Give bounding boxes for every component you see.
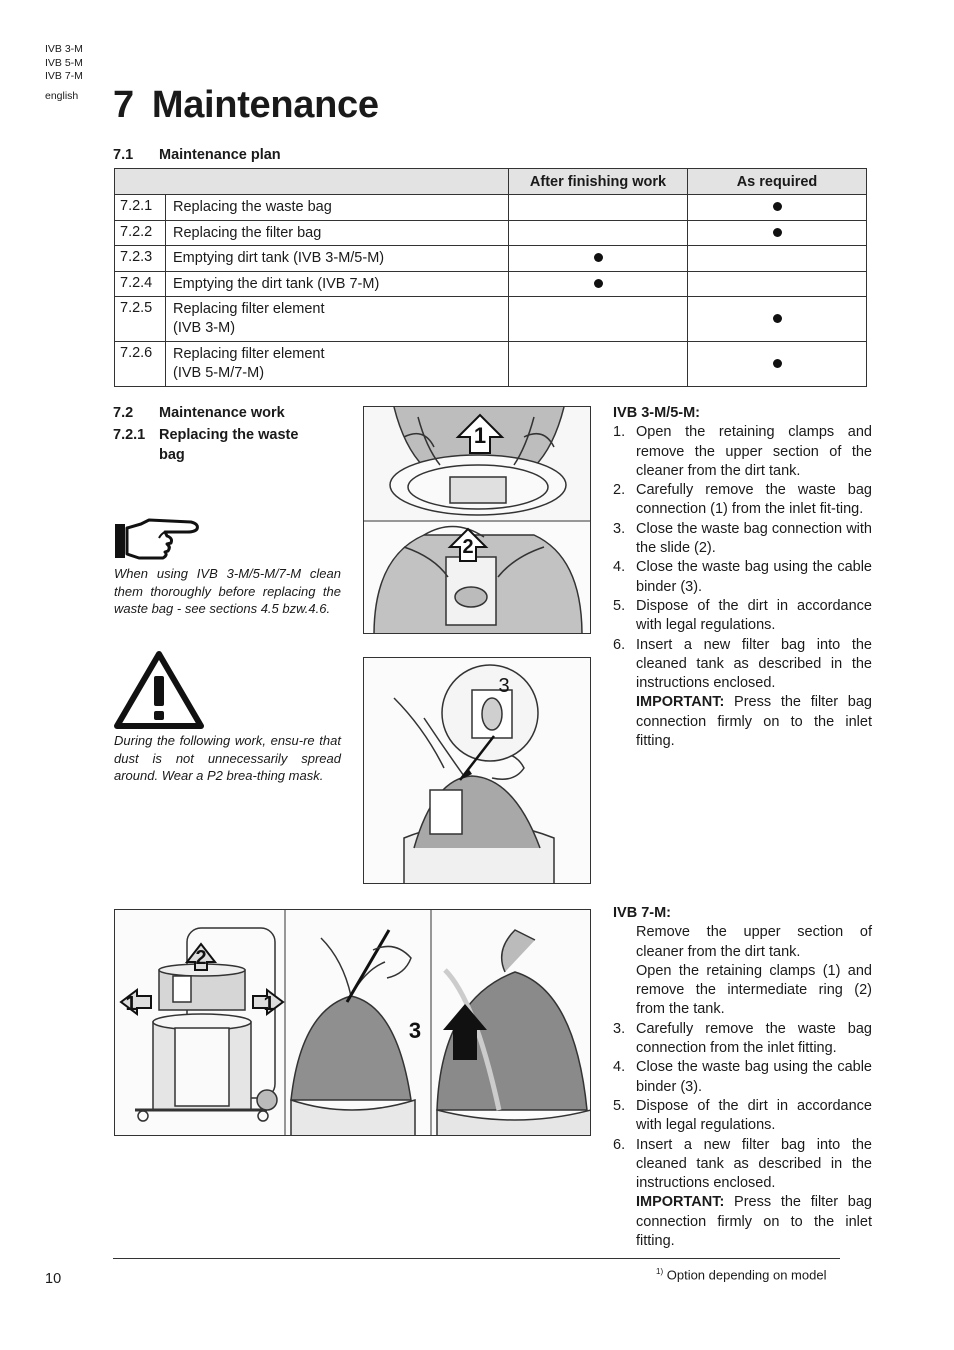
- after-work-cell: [509, 246, 688, 272]
- footnote: [656, 1267, 826, 1282]
- instruction-step: [613, 1136, 872, 1194]
- instruction-step: [613, 558, 872, 597]
- table-row: [115, 342, 867, 387]
- important-label: IMPORTANT:: [636, 694, 725, 711]
- step-number: 3.: [613, 1020, 626, 1037]
- row-number: 7.2.5: [115, 297, 166, 342]
- instruction-step: [613, 481, 872, 520]
- footnote-mark: 1): [656, 1267, 664, 1276]
- instruction-step: [613, 636, 872, 694]
- row-description-line: Replacing filter element: [173, 346, 325, 362]
- instructions-ivb35: [613, 404, 872, 751]
- row-description: [166, 195, 509, 221]
- important-note: [613, 1193, 872, 1251]
- table-header-as-required: As required: [688, 169, 867, 195]
- after-work-cell: [509, 195, 688, 221]
- bullet-dot-icon: [594, 279, 603, 288]
- instruction-intro: Open the retaining clamps (1) and remove the intermediate ring (2) from the tank.: [636, 962, 872, 1018]
- step-text: Carefully remove the waste bag connection from the inlet fitting.: [636, 1020, 872, 1057]
- model-name: IVB 3-M: [45, 43, 83, 55]
- subsection-title-cont: bag: [159, 447, 185, 463]
- instruction-step: [613, 423, 872, 481]
- page-title: [113, 84, 379, 127]
- bullet-dot-icon: [773, 314, 782, 323]
- row-description-line: Replacing filter element: [173, 301, 325, 317]
- instruction-step: [613, 520, 872, 559]
- table-header-row: [115, 169, 867, 195]
- footer-rule: [113, 1258, 840, 1259]
- table-row: [115, 297, 867, 342]
- instruction-list: [613, 423, 872, 693]
- step-number: 5.: [613, 1097, 626, 1114]
- as-required-cell: [688, 342, 867, 387]
- row-number: 7.2.3: [115, 246, 166, 272]
- row-number: 7.2.2: [115, 220, 166, 246]
- figure-callout: 1: [263, 993, 275, 1015]
- table-header-after-work: After finishing work: [509, 169, 688, 195]
- model-list: [45, 43, 83, 84]
- figure-remove-bag-connection: [363, 406, 591, 634]
- figure-ivb7-bag-change: [114, 909, 591, 1136]
- section-number: 7.1: [113, 147, 134, 163]
- subsection-title: Replacing the waste: [159, 427, 299, 443]
- table-row: [115, 195, 867, 221]
- figure-callout: 2: [195, 947, 207, 969]
- instruction-step: [613, 1020, 872, 1059]
- model-name: IVB 7-M: [45, 70, 83, 82]
- step-number: 5.: [613, 597, 626, 614]
- row-description-line: Replacing the filter bag: [173, 224, 322, 241]
- important-text: Press the filter bag connection firmly on to the inlet fitting.: [636, 694, 872, 750]
- step-text: Dispose of the dirt in accordance with legal regulations.: [636, 1097, 872, 1134]
- subsection-number: 7.2.1: [113, 427, 146, 443]
- instruction-list: [613, 1020, 872, 1194]
- step-number: 2.: [613, 482, 626, 499]
- after-work-cell: [509, 342, 688, 387]
- pointing-hand-icon: [113, 516, 203, 567]
- table-row: [115, 220, 867, 246]
- step-text: Close the waste bag connection with the slide (2).: [636, 520, 872, 557]
- warning-icon: [113, 650, 205, 735]
- as-required-cell: [688, 195, 867, 221]
- important-label: IMPORTANT:: [636, 1194, 725, 1211]
- section-heading-plan: [113, 147, 281, 163]
- language-label: english: [45, 90, 79, 102]
- row-description: [166, 297, 509, 342]
- instructions-ivb7: [613, 904, 872, 1251]
- step-number: 3.: [613, 520, 626, 537]
- row-description: [166, 342, 509, 387]
- instruction-intro: Remove the upper section of cleaner from the dirt tank.: [636, 924, 872, 960]
- after-work-cell: [509, 297, 688, 342]
- chapter-number: 7: [113, 84, 134, 126]
- bullet-dot-icon: [594, 253, 603, 262]
- chapter-title: Maintenance: [151, 84, 379, 126]
- bullet-dot-icon: [773, 359, 782, 368]
- maintenance-plan-table: [114, 168, 867, 387]
- row-description: [166, 246, 509, 272]
- section-heading-work: [113, 405, 285, 421]
- instructions-heading: IVB 3-M/5-M:: [613, 405, 700, 421]
- subsection-heading: [113, 425, 298, 465]
- figure-close-waste-bag: [363, 657, 591, 884]
- row-description-line: Emptying dirt tank (IVB 3-M/5-M): [173, 250, 385, 266]
- important-note: [613, 693, 872, 751]
- after-work-cell: [509, 220, 688, 246]
- row-description: [166, 271, 509, 297]
- step-text: Close the waste bag using the cable binder (3).: [636, 1059, 872, 1095]
- step-text: Open the retaining clamps and remove the upper section of the cleaner from the dirt tank.: [636, 424, 872, 479]
- step-number: 6.: [613, 1136, 626, 1153]
- row-description-line: Emptying the dirt tank (IVB 7-M): [173, 275, 380, 292]
- as-required-cell: [688, 220, 867, 246]
- figure-callout: 1: [473, 423, 487, 448]
- table-row: [115, 271, 867, 297]
- figure-callout: 3: [408, 1018, 422, 1043]
- figure-panel-tie: [291, 930, 415, 1136]
- table-header-blank: [115, 169, 509, 195]
- step-number: 4.: [613, 559, 626, 576]
- row-number: 7.2.4: [115, 271, 166, 297]
- bullet-dot-icon: [773, 228, 782, 237]
- row-description-line: (IVB 3-M): [173, 320, 236, 336]
- page-number: 10: [45, 1271, 62, 1287]
- row-number: 7.2.6: [115, 342, 166, 387]
- figure-callout: 2: [462, 536, 474, 558]
- row-description-line: (IVB 5-M/7-M): [173, 365, 265, 381]
- footnote-text: Option depending on model: [663, 1267, 827, 1283]
- model-name: IVB 5-M: [45, 56, 83, 69]
- step-number: 4.: [613, 1059, 626, 1076]
- step-text: Insert a new filter bag into the cleaned tank as described in the instructions enclosed.: [636, 1136, 872, 1192]
- step-text: Insert a new filter bag into the cleaned tank as described in the instructions enclosed.: [636, 636, 872, 692]
- hint-note: When using IVB 3-M/5-M/7-M clean them thoroughly before replacing the waste bag - see sections 4.5 bzw.4.6.: [114, 566, 341, 616]
- after-work-cell: [509, 271, 688, 297]
- as-required-cell: [688, 271, 867, 297]
- bullet-dot-icon: [773, 202, 782, 211]
- section-title: Maintenance plan: [159, 147, 281, 163]
- step-number: 1.: [613, 424, 626, 441]
- instruction-step: [613, 1097, 872, 1136]
- row-description: [166, 220, 509, 246]
- figure-callout: 3: [498, 675, 510, 697]
- instruction-step: [613, 1058, 872, 1097]
- step-text: Close the waste bag using the cable binder (3).: [636, 559, 872, 595]
- row-description-line: Replacing the waste bag: [173, 199, 332, 215]
- step-text: Carefully remove the waste bag connection (1) from the inlet fit-ting.: [636, 482, 872, 518]
- instruction-step: [613, 597, 872, 636]
- instructions-heading: IVB 7-M:: [613, 905, 671, 921]
- section-number: 7.2: [113, 405, 134, 421]
- table-row: [115, 246, 867, 272]
- as-required-cell: [688, 297, 867, 342]
- as-required-cell: [688, 246, 867, 272]
- warning-note: During the following work, ensu-re that dust is not unnecessarily spread around. Wear a P2 brea-thing mask.: [114, 733, 341, 783]
- row-number: 7.2.1: [115, 195, 166, 221]
- section-title: Maintenance work: [159, 405, 285, 421]
- important-text: Press the filter bag connection firmly on to the inlet fitting.: [636, 1194, 872, 1250]
- step-number: 6.: [613, 636, 626, 653]
- figure-callout: 1: [125, 993, 137, 1015]
- step-text: Dispose of the dirt in accordance with legal regulations.: [636, 597, 872, 634]
